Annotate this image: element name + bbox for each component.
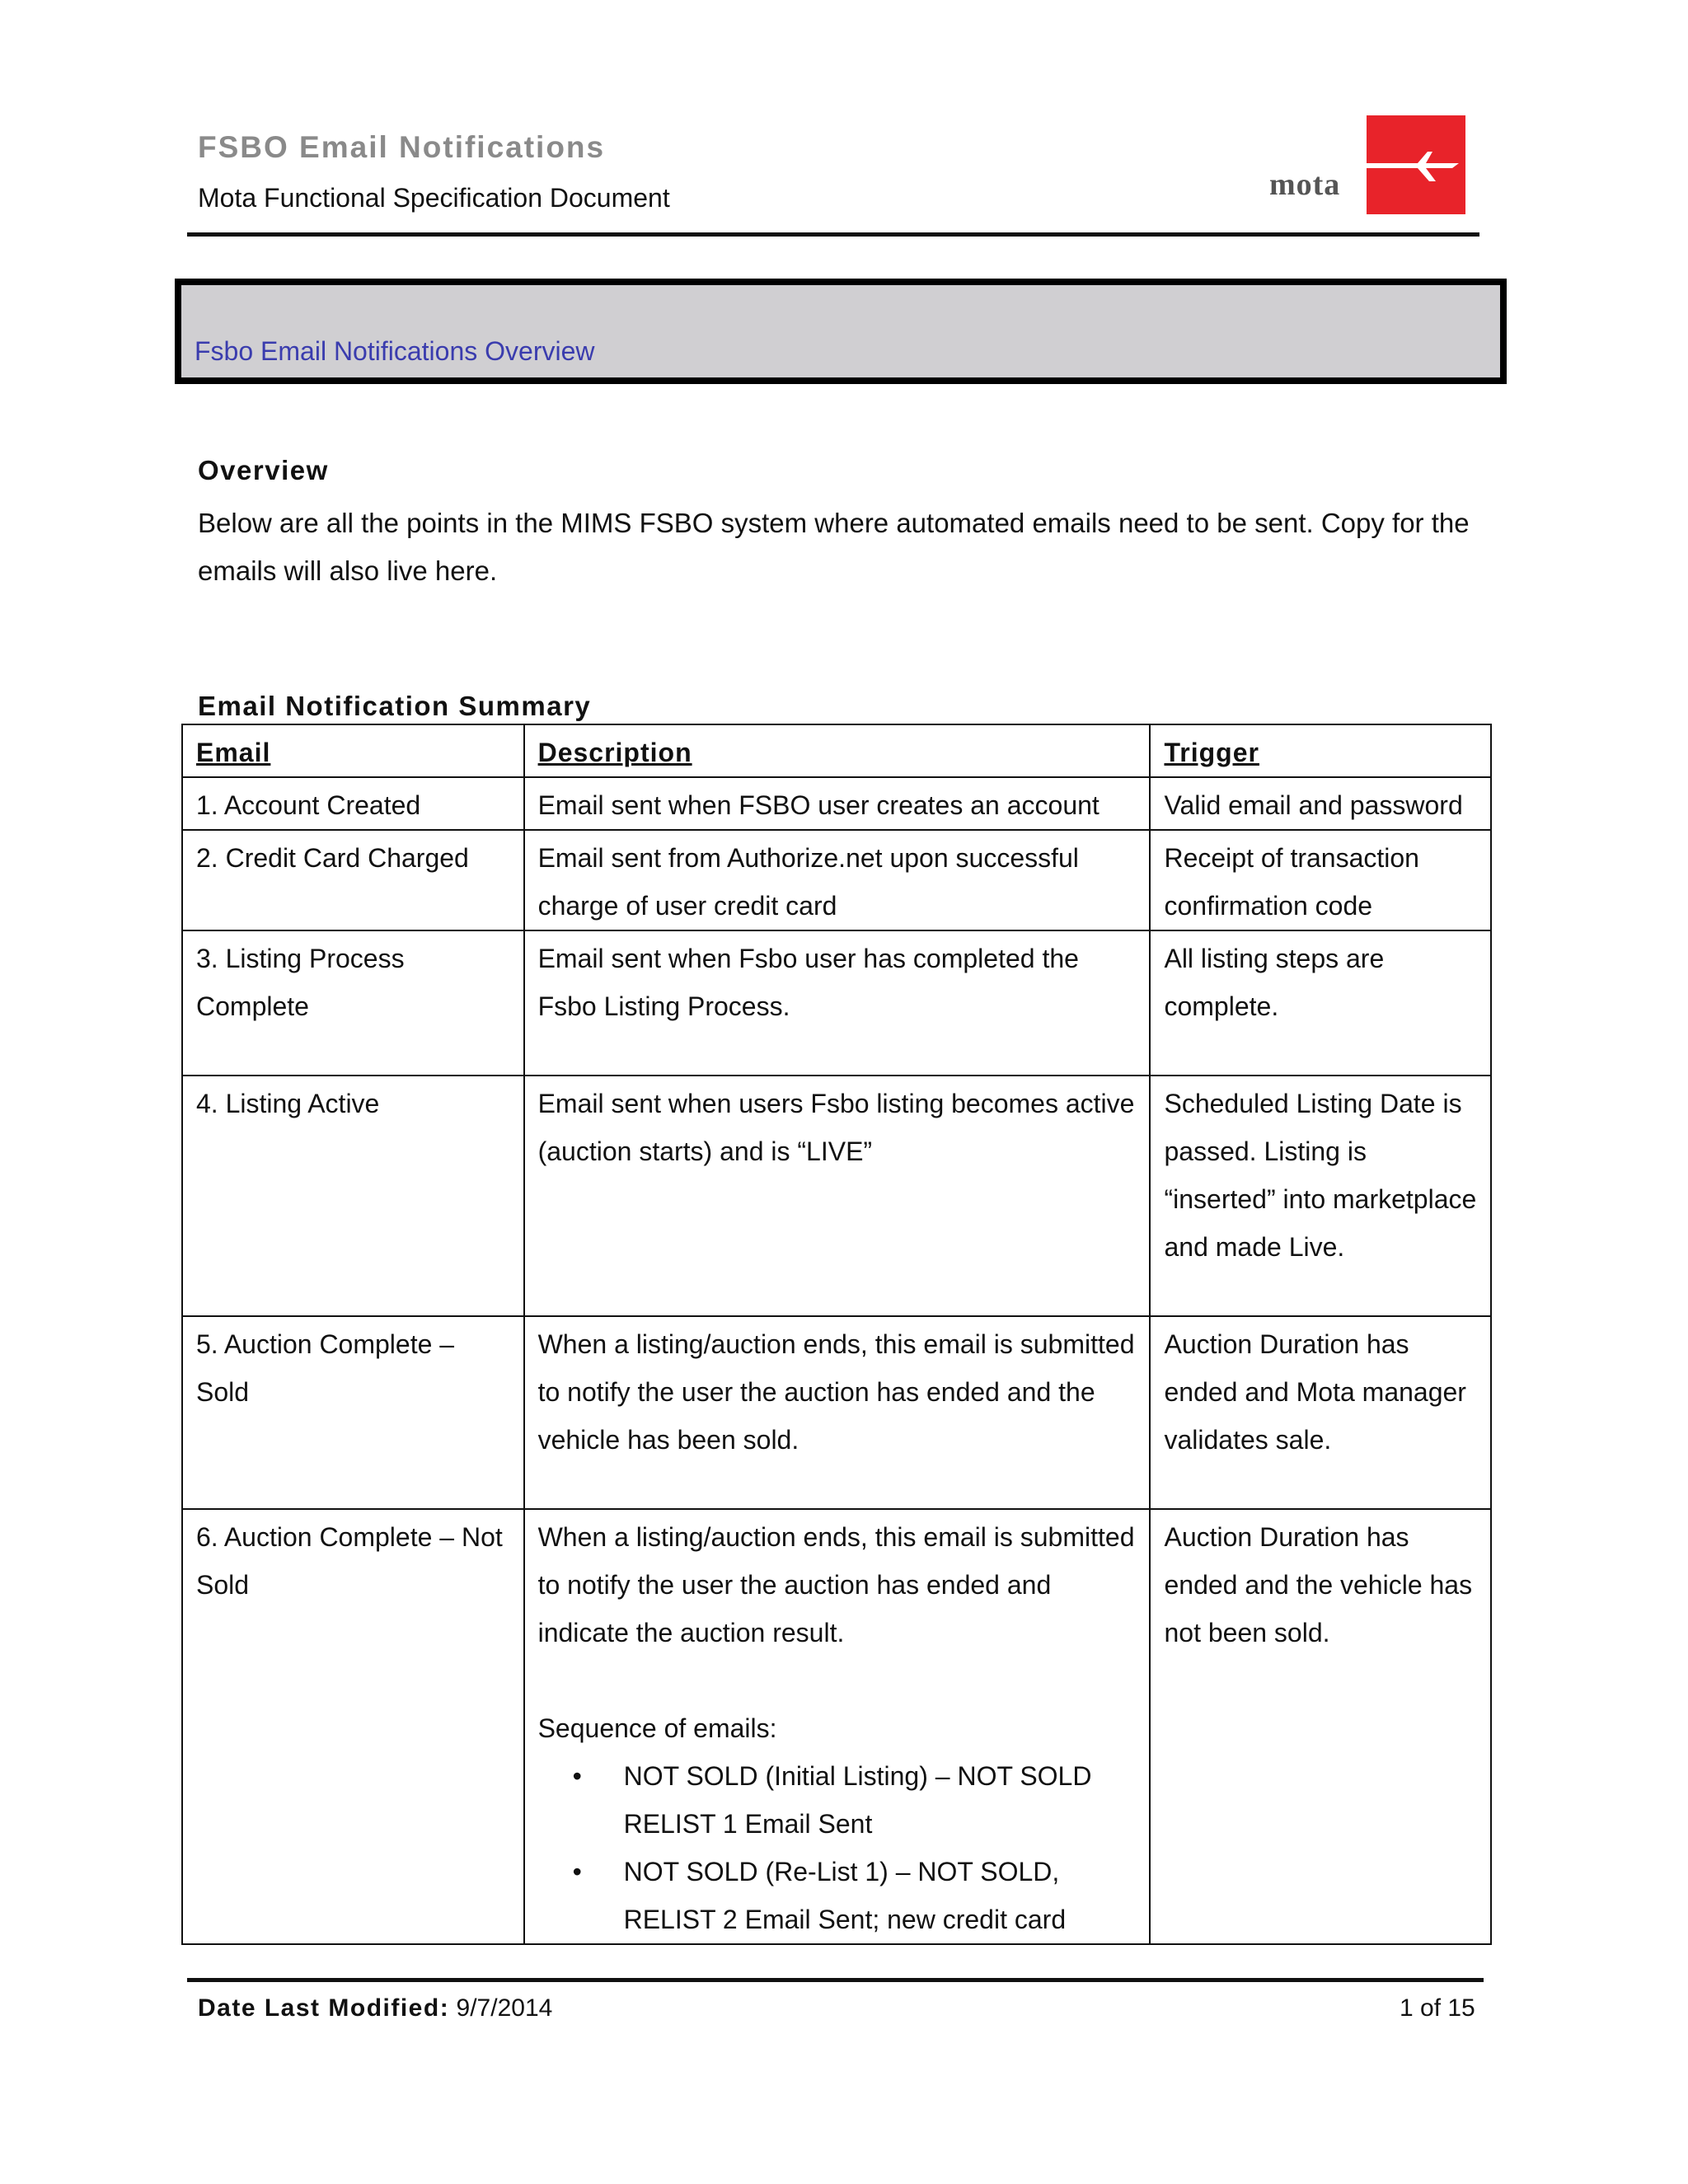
- description-cell: Email sent from Authorize.net upon successful charge of user credit card: [524, 830, 1151, 930]
- section-banner-title: Fsbo Email Notifications Overview: [195, 336, 595, 366]
- email-cell: 4. Listing Active: [182, 1076, 524, 1316]
- summary-heading: Email Notification Summary: [198, 691, 592, 721]
- header-subtitle: Mota Functional Specification Document: [198, 183, 670, 213]
- footer-page-number: 1 of 15: [1400, 1994, 1475, 2022]
- header-rule: [187, 232, 1479, 237]
- footer-modified: [198, 1994, 552, 2022]
- list-item: • NOT SOLD (Initial Listing) – NOT SOLD RELIST 1 Email Sent: [624, 1752, 1137, 1848]
- email-cell: 2. Credit Card Charged: [182, 830, 524, 930]
- table-row: [182, 830, 1491, 930]
- overview-heading: Overview: [198, 455, 329, 485]
- description-cell: Email sent when Fsbo user has completed the Fsbo Listing Process.: [524, 930, 1151, 1076]
- trigger-cell: Auction Duration has ended and the vehicle has not been sold.: [1150, 1509, 1491, 1944]
- email-cell: 6. Auction Complete – Not Sold: [182, 1509, 524, 1944]
- email-cell: 3. Listing Process Complete: [182, 930, 524, 1076]
- trigger-cell: All listing steps are complete.: [1150, 930, 1491, 1076]
- table-row: [182, 1076, 1491, 1316]
- logo-swoosh-icon: [1367, 115, 1465, 214]
- trigger-cell: Auction Duration has ended and Mota manager validates sale.: [1150, 1316, 1491, 1509]
- table-row: [182, 1316, 1491, 1509]
- email-cell: 1. Account Created: [182, 777, 524, 830]
- footer-modified-date: 9/7/2014: [456, 1994, 553, 2022]
- trigger-cell: Valid email and password: [1150, 777, 1491, 830]
- description-text: When a listing/auction ends, this email is submitted to notify the user the auction has ended and indicate the auction result.: [537, 1522, 1135, 1647]
- email-summary-table: [181, 724, 1492, 1945]
- email-cell: 5. Auction Complete – Sold: [182, 1316, 524, 1509]
- table-row: [182, 1509, 1491, 1944]
- logo-wordmark: mota: [1269, 167, 1341, 202]
- column-header-trigger: Trigger: [1150, 724, 1491, 777]
- section-banner: [175, 279, 1507, 384]
- footer-modified-label: Date Last Modified:: [198, 1994, 450, 2022]
- header-title: FSBO Email Notifications: [198, 130, 606, 164]
- list-item: • NOT SOLD (Re-List 1) – NOT SOLD, RELIST 2 Email Sent; new credit card: [624, 1848, 1137, 1943]
- trigger-cell: Receipt of transaction confirmation code: [1150, 830, 1491, 930]
- table-header-row: [182, 724, 1491, 777]
- overview-body: Below are all the points in the MIMS FSBO system where automated emails need to be sent. Copy for the emails will also live here.: [198, 508, 1470, 586]
- description-cell: Email sent when users Fsbo listing becomes active (auction starts) and is “LIVE”: [524, 1076, 1151, 1316]
- table-row: [182, 777, 1491, 830]
- table-row: [182, 930, 1491, 1076]
- sequence-list: [538, 1752, 1137, 1943]
- sequence-label: Sequence of emails:: [537, 1713, 777, 1743]
- description-cell: When a listing/auction ends, this email is submitted to notify the user the auction has ended and the vehicle has been sold.: [524, 1316, 1151, 1509]
- column-header-description: Description: [524, 724, 1151, 777]
- description-cell: [524, 1509, 1151, 1944]
- footer-rule: [187, 1978, 1484, 1982]
- logo-square: [1367, 115, 1465, 214]
- description-cell: Email sent when FSBO user creates an account: [524, 777, 1151, 830]
- trigger-cell: Scheduled Listing Date is passed. Listing is “inserted” into marketplace and made Live.: [1150, 1076, 1491, 1316]
- mota-logo: [1269, 115, 1467, 216]
- column-header-email: Email: [182, 724, 524, 777]
